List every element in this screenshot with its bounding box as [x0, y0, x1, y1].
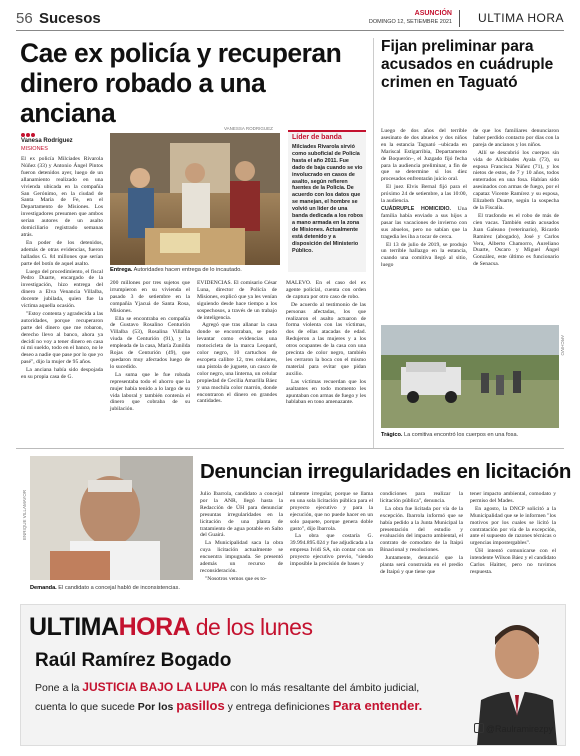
main-photo-illustration [110, 133, 280, 265]
page-header [16, 8, 564, 31]
sidebar-box [288, 130, 366, 272]
header-city: ASUNCIÓN [414, 10, 452, 17]
main-col-1: El ex policía Milciades Rivarola Núñez (33) y Antonio Ángel Pintos fueron detenidos ayer, luego de un allanamiento realizado en una vivienda ubicada en la compañía San Gerónimo, en la ciudad de Santa María de Fe, en el Departamento de Misiones. Los investigadores presumen que ambos serían autores de un asalto domiciliario registrado semanas atrás. En poder de los detenidos, además de otras evidencias, fueron hallados G. 84 millones que serían parte del botín de aquel asalto. Luego del procedimiento, el fiscal Pedro Duarte, encargado de la investigación, hizo entrega del dinero a Elva Venancia Villalba, docente jubilada, quien fue la víctima aquella ocasión. "Estoy contenta y agradecida a las autoridades, porque recuperaron parte del dinero que me robaron, derecho llevo al banco, ahora ya decidí no voy a tener dinero en casa ni mi sueldo, todo en el banco, no le deseo a nadie que pase por lo que yo pasé", dijo la mujer de 95 años. La anciana había sido despojada en su propia casa de G. [21, 156, 104, 381]
side-subhead: CUÁDRUPLE HOMICIDIO. [381, 205, 451, 212]
main-photo [110, 133, 280, 265]
sidebar-text: Milciades Rivarola sirvió como suboficial de Policía hasta el año 2011. Fue dado de baja cuando se vio involucrado en casos de asalto, según refieren fuentes de la Policía. De acuerdo con los datos que se manejan, el hombre se volvió un líder de una banda dedicada a los robos a mano armada en la zona de Misiones. Actualmente está detenido y a disposición del Ministerio Público. [292, 144, 363, 254]
side-story-divider [373, 38, 374, 448]
author-location: MISIONES [21, 146, 48, 152]
main-headline: Cae ex policía y recuperan dinero robado a una anciana [20, 38, 342, 128]
side-photo [381, 325, 559, 428]
side-photo-caption: Trágico. La comitiva encontró los cuerpos en una fosa. [381, 432, 519, 438]
main-col-2: 200 millones por tres sujetos que irrumpieron en su vivienda el pasado 3 de setiembre en la compañía Yjacuá de Santa Rosa, Misiones. Ella se encontraba en compañía de Gustavo Rosalino Centurión Villalba (53), Rosalina Villalba viuda de Centurión (91), y la empleada de la casa, María Zunilda Rojas de Centurión (49), que quedaron muy afectados luego de lo sucedido. La suma que le fue robada representaba todo el ahorro que la mujer había tenido a lo largo de su vida laboral y también contenía el dinero que cobraba de su jubilación. [110, 280, 190, 413]
bottom-photo-illustration [30, 456, 193, 580]
bottom-col-3: condiciones para realizar la licitación pública", denuncia. La obra fue licitada por vía de la excepción. Ibarrola informó que se había pedido a la Junta Municipal la presentación del estudio y evaluación del impacto ambiental, el contrato de comodato de la Itaipú Binacional y resoluciones. Juntamente, denunció que la planta será construida en el predio de Itaipú y que tiene que [380, 491, 463, 575]
section-name: Sucesos [39, 10, 101, 27]
bottom-col-4: tener impacto ambiental, comodato y permiso del Mades. En agosto, la DNCP solicitó a la Municipalidad que se le informen "los motivos por los cuales se licitó la contratación por vía de la excepción, ante el supuesto de razones técnicas o urgencias impostergables". ÚH intentó comunicarse con el intendente Wilson Báez y el candidato Carlos Haitter, pero no tuvimos respuesta. [470, 491, 556, 575]
side-col-1: Luego de dos años del terrible asesinato de dos abuelos y dos niños en la estancia Taguató –ubicada en Mariscal Estigarribia, Departamento de Boquerón–, el Juzgado fijó fecha para la audiencia preliminar, a fin de que se determine si los diez procesados enfrentarán juicio oral. El juez Elvis Bernal fijó para el próximo 24 de setiembre, a las 10:00, la audiencia. CUÁDRUPLE HOMICIDIO. Una familia había enviado a sus hijos a pasar las vacaciones de invierno con sus abuelos, pero no sabían que la tragedia les iba a tocar de cerca. El 13 de julio de 2019, se produjo un terrible hallazgo en la estancia, cuando una comitiva llegó al sitio, luego [381, 128, 467, 269]
header-divider [459, 10, 460, 27]
page-number: 56 [16, 10, 33, 27]
bottom-headline: Denuncian irregularidades en licitación [200, 460, 572, 483]
ad-handle: @Raulramirezpy [474, 723, 553, 734]
side-col-2: de que los familiares denunciaron haber perdido contacto por días con la pareja de ancianos y los niños. Allí se descubrió los cuerpos sin vida de Alcibiades Ayala (73), su esposa Francisca Núñez (71), y los nietos de estos, de 7 y 10 años, todos enterrados en una fosa. Habían sido asesinados con armas de fuego, por el capataz Vicente Ramírez y su esposa, Elizabeth Duarte, según la sospecha de la Fiscalía. El trasfondo es el robo de más de cien vacas. También están acusados Juan Galeano (veterinario), Ricardo Ramírez (abogado), José y Carlos Vera, Alberto Chamorro, Aureliano Duarte, Oscaro y Miguel Ángel González, este último es funcionario de Senacsa. [473, 128, 559, 268]
ad-brand: ULTIMAHORA de los lunes [29, 613, 313, 641]
ad-line-2: cuenta lo que sucede Por los pasillos y entrega definiciones Para entender. [35, 698, 423, 713]
bottom-col-1: Julio Ibarrola, candidato a concejal por la ANR, llegó hasta la Redacción de ÚH para denunciar presuntas irregularidades en la licitación de una planta de tratamiento de agua potable en Salto del Guairá. La Municipalidad saca la obra cuya licitación actualmente se encuentra impugnada. Se presentó además un recurso de reconsideración. "Nosotros vemos que es to- [200, 491, 283, 582]
sidebar-title: Líder de banda [292, 134, 342, 141]
side-photo-credit: ARCHIVO [560, 335, 565, 356]
bottom-col-2: talmente irregular, porque se llama en una sola licitación pública para el proyecto ejecutivo y para la ejecución, que no puede hacer en un solo paquete, porque genera doble gasto", dijo Ibarrola. La obra que costaría G. 39.994.895.024 y fue adjudicada a la empresa Ividi SA, sin contar con un proyecto ejecutivo previo, "siendo imposible la precisión de bases y [290, 491, 373, 568]
side-headline: Fijan preliminar para acusados en cuádruple crimen en Taguató [381, 38, 554, 91]
section-separator [16, 448, 564, 449]
main-photo-credit: VANESSA RODRIGUEZ [224, 126, 273, 131]
bottom-photo-caption: Demanda. El candidato a concejal habló de inconsistencias. [30, 585, 180, 591]
bottom-photo [30, 456, 193, 580]
ad-banner[interactable] [20, 604, 566, 746]
ad-name: Raúl Ramírez Bogado [35, 650, 232, 671]
header-date: DOMINGO 12, SETIEMBRE 2021 [368, 19, 452, 25]
side-photo-illustration [381, 325, 559, 428]
author-name: Vanesa Rodríguez [21, 138, 73, 144]
main-col-4: MALEVO. En el caso del ex agente policial, cuenta con orden de captura por otro caso de robo. De acuerdo al testimonio de las personas afectadas, los que realizaron el asalto actuaron de forma violenta con las víctimas, dos de ellas atacadas de edad. Redujeron a las mujeres y a los otros ocupantes de la casa con una precinta de color negro, también les cerraron la boca con el mismo material para evitar que pidan auxilio. Las víctimas recuerdan que los asaltantes en todo momento les apuntaban con armas de fuego y les hablaban en tono amenazante. [286, 280, 366, 406]
bottom-photo-credit: ENRIQUE VILLAMAYOR [22, 489, 27, 540]
main-photo-caption: Entrega. Autoridades hacen entrega de lo incautado. [110, 267, 242, 273]
main-col-3: EVIDENCIAS. El comisario César Luna, director de Policía de Misiones, explicó que ya les venían siguiendo desde hace tiempo a los sospechosos, a través de un trabajo de inteligencia. Agregó que tras allanar la casa donde se encontraban, se pudo levantar como evidencias una motocicleta de la marca Leopard, color negro, 10 cartuchos de escopeta calibre 12, tres celulares, una pistola de juguete, un casco de color negro, una linterna, un celular propiedad de Cecilia Amarilla Báez y una mochila color marrón, donde encontraron el dinero en grandes cantidades. [197, 280, 277, 405]
ad-line-1: Pone a la JUSTICIA BAJO LA LUPA con lo más resaltante del ámbito judicial, [35, 680, 420, 694]
instagram-icon [474, 723, 484, 733]
brand-name: ULTIMA HORA [478, 11, 564, 25]
